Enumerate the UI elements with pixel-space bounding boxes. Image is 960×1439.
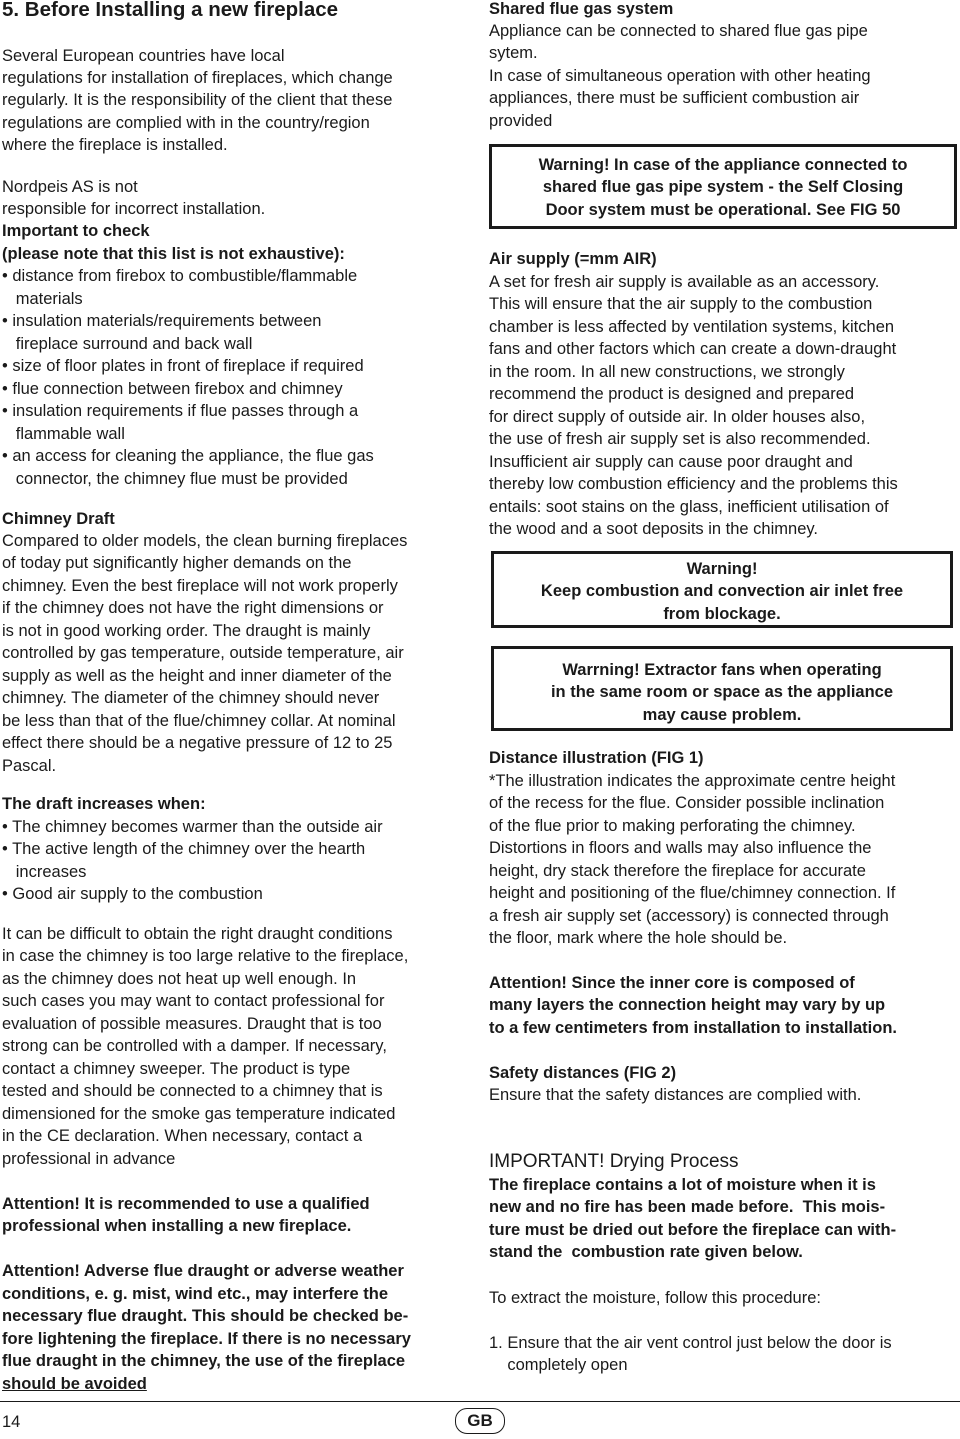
page-number: 14 <box>2 1413 21 1431</box>
drying-title: IMPORTANT! Drying Process <box>489 1151 739 1172</box>
intro-line: Several European countries have local <box>2 47 285 65</box>
difficult-text: professional in advance <box>2 1150 176 1168</box>
difficult-text: as the chimney does not heat up well enough. In <box>2 970 357 988</box>
check-title: (please note that this list is not exhaustive): <box>2 245 345 263</box>
draft-text: if the chimney does not have the right dimensions or <box>2 599 384 617</box>
attention-draught: necessary flue draught. This should be checked be- <box>2 1307 409 1325</box>
draft-text: chimney. The diameter of the chimney should never <box>2 689 380 707</box>
warning-line: shared flue gas pipe system - the Self Closing <box>542 178 904 197</box>
attention-inner-core: Attention! Since the inner core is composed of <box>489 974 855 992</box>
air-text: This will ensure that the air supply to the combustion <box>489 295 873 313</box>
check-title: Important to check <box>2 222 150 240</box>
attention-qualified: professional when installing a new fireplace. <box>2 1217 352 1235</box>
attention-draught: fore lightening the fireplace. If there is no necessary <box>2 1330 411 1348</box>
increase-item: • The chimney becomes warmer than the outside air <box>2 818 383 836</box>
safety-title: Safety distances (FIG 2) <box>489 1064 677 1082</box>
air-text: thereby low combustion efficiency and the problems this <box>489 475 898 493</box>
attention-draught: Attention! Adverse flue draught or adverse weather <box>2 1262 404 1280</box>
drying-text: ture must be dried out before the fireplace can with- <box>489 1221 897 1239</box>
check-item: • insulation requirements if flue passes through a <box>2 402 359 420</box>
difficult-text: strong can be controlled with a damper. If necessary, <box>2 1037 387 1055</box>
draft-text: is not in good working order. The draught is mainly <box>2 622 371 640</box>
drying-text: new and no fire has been made before. This mois- <box>489 1198 886 1216</box>
warning-line: Keep combustion and convection air inlet free <box>540 582 904 601</box>
shared-title: Shared flue gas system <box>489 0 674 18</box>
safety-text: Ensure that the safety distances are complied with. <box>489 1086 862 1104</box>
difficult-text: It can be difficult to obtain the right draught conditions <box>2 925 393 943</box>
air-text: chamber is less affected by ventilation systems, kitchen <box>489 318 895 336</box>
check-item: fireplace surround and back wall <box>2 335 253 353</box>
warning-box-shared-flue <box>489 144 957 229</box>
draft-text: be less than that of the flue/chimney collar. At nominal <box>2 712 396 730</box>
draft-title: Chimney Draft <box>2 510 115 528</box>
attention-qualified: Attention! It is recommended to use a qualified <box>2 1195 370 1213</box>
language-badge: GB <box>455 1408 505 1434</box>
warning-box-extractor-fans <box>491 646 953 731</box>
shared-text: provided <box>489 112 553 130</box>
check-item: flammable wall <box>2 425 125 443</box>
warning-box-air-inlet <box>491 551 953 628</box>
draft-text: supply as well as the height and inner diameter of the <box>2 667 392 685</box>
air-text: entails: soot stains on the glass, inefficient utilisation of <box>489 498 889 516</box>
increase-title: The draft increases when: <box>2 795 206 813</box>
check-item: • an access for cleaning the appliance, the flue gas <box>2 447 374 465</box>
drying-text: stand the combustion rate given below. <box>489 1243 803 1261</box>
disclaimer-line: Nordpeis AS is not <box>2 178 138 196</box>
increase-item: increases <box>2 863 87 881</box>
air-title: Air supply (=mm AIR) <box>489 250 657 268</box>
air-text: Insufficient air supply can cause poor draught and <box>489 453 853 471</box>
check-item: • insulation materials/requirements between <box>2 312 322 330</box>
intro-line: regulations are complied with in the country/region <box>2 114 370 132</box>
air-text: the use of fresh air supply set is also recommended. <box>489 430 871 448</box>
distance-text: of the recess for the flue. Consider possible inclination <box>489 794 885 812</box>
check-item: materials <box>2 290 83 308</box>
distance-text: a fresh air supply set (accessory) is connected through <box>489 907 889 925</box>
warning-line: may cause problem. <box>642 705 802 724</box>
warning-line: Warrning! Extractor fans when operating <box>562 661 882 679</box>
warning-line: in the same room or space as the appliance <box>550 683 894 702</box>
draft-text: chimney. Even the best fireplace will not work properly <box>2 577 398 595</box>
draft-text: Compared to older models, the clean burning fireplaces <box>2 532 408 550</box>
shared-text: In case of simultaneous operation with other heating <box>489 67 871 85</box>
draft-text: of today put significantly higher demands on the <box>2 554 352 572</box>
difficult-text: in the CE declaration. When necessary, contact a <box>2 1127 363 1145</box>
difficult-text: in case the chimney is too large relative to the fireplace, <box>2 947 409 965</box>
page-footer <box>0 1401 960 1439</box>
attention-draught: flue draught in the chimney, the use of the fireplace <box>2 1352 406 1370</box>
draft-text: controlled by gas temperature, outside temperature, air <box>2 644 404 662</box>
intro-line: where the fireplace is installed. <box>2 136 228 154</box>
warning-line: Door system must be operational. See FIG 50 <box>545 200 901 219</box>
intro-line: regularly. It is the responsibility of the client that these <box>2 91 393 109</box>
attention-inner-core: to a few centimeters from installation to installation. <box>489 1019 897 1037</box>
disclaimer-line: responsible for incorrect installation. <box>2 200 266 218</box>
air-text: A set for fresh air supply is available as an accessory. <box>489 273 880 291</box>
drying-text: The fireplace contains a lot of moisture when it is <box>489 1176 876 1194</box>
increase-item: • The active length of the chimney over the hearth <box>2 840 366 858</box>
increase-item: • Good air supply to the combustion <box>2 885 263 903</box>
check-item: connector, the chimney flue must be provided <box>2 470 348 488</box>
draft-text: Pascal. <box>2 757 57 775</box>
air-text: for direct supply of outside air. In older houses also, <box>489 408 866 426</box>
draft-text: effect there should be a negative pressure of 12 to 25 <box>2 734 393 752</box>
procedure-step: 1. Ensure that the air vent control just below the door is <box>489 1334 892 1352</box>
warning-line: Warning! In case of the appliance connected to <box>538 156 908 174</box>
check-item: • distance from firebox to combustible/flammable <box>2 267 358 285</box>
shared-text: Appliance can be connected to shared flue gas pipe <box>489 22 868 40</box>
difficult-text: dimensioned for the smoke gas temperature indicated <box>2 1105 396 1123</box>
air-text: the wood and a soot deposits in the chimney. <box>489 520 818 538</box>
distance-text: height and positioning of the flue/chimney connection. If <box>489 884 896 902</box>
difficult-text: evaluation of possible measures. Draught that is too <box>2 1015 382 1033</box>
distance-text: of the flue prior to making perforating the chimney. <box>489 817 856 835</box>
check-item: • flue connection between firebox and chimney <box>2 380 343 398</box>
distance-text: Distortions in floors and walls may also influence the <box>489 839 872 857</box>
difficult-text: tested and should be connected to a chimney that is <box>2 1082 383 1100</box>
intro-line: regulations for installation of fireplaces, which change <box>2 69 393 87</box>
air-text: in the room. In all new constructions, we strongly <box>489 363 845 381</box>
shared-text: appliances, there must be sufficient combustion air <box>489 89 860 107</box>
procedure-step: completely open <box>489 1356 628 1374</box>
attention-inner-core: many layers the connection height may vary by up <box>489 996 886 1014</box>
distance-text: height, dry stack therefore the fireplace for accurate <box>489 862 866 880</box>
shared-text: sytem. <box>489 44 538 62</box>
extract-text: To extract the moisture, follow this procedure: <box>489 1289 821 1307</box>
difficult-text: contact a chimney sweeper. The product is type <box>2 1060 351 1078</box>
section-heading: 5. Before Installing a new fireplace <box>2 0 339 21</box>
warning-line: Warning! <box>686 560 758 578</box>
air-text: fans and other factors which can create a down-draught <box>489 340 897 358</box>
attention-draught: should be avoided <box>2 1375 147 1393</box>
distance-text: the floor, mark where the hole should be. <box>489 929 788 947</box>
attention-draught: conditions, e. g. mist, wind etc., may interfere the <box>2 1285 388 1303</box>
distance-text: *The illustration indicates the approximate centre height <box>489 772 896 790</box>
check-item: • size of floor plates in front of fireplace if required <box>2 357 364 375</box>
warning-line: from blockage. <box>663 604 781 623</box>
air-text: recommend the product is designed and prepared <box>489 385 855 403</box>
difficult-text: such cases you may want to contact professional for <box>2 992 385 1010</box>
distance-title: Distance illustration (FIG 1) <box>489 749 704 767</box>
